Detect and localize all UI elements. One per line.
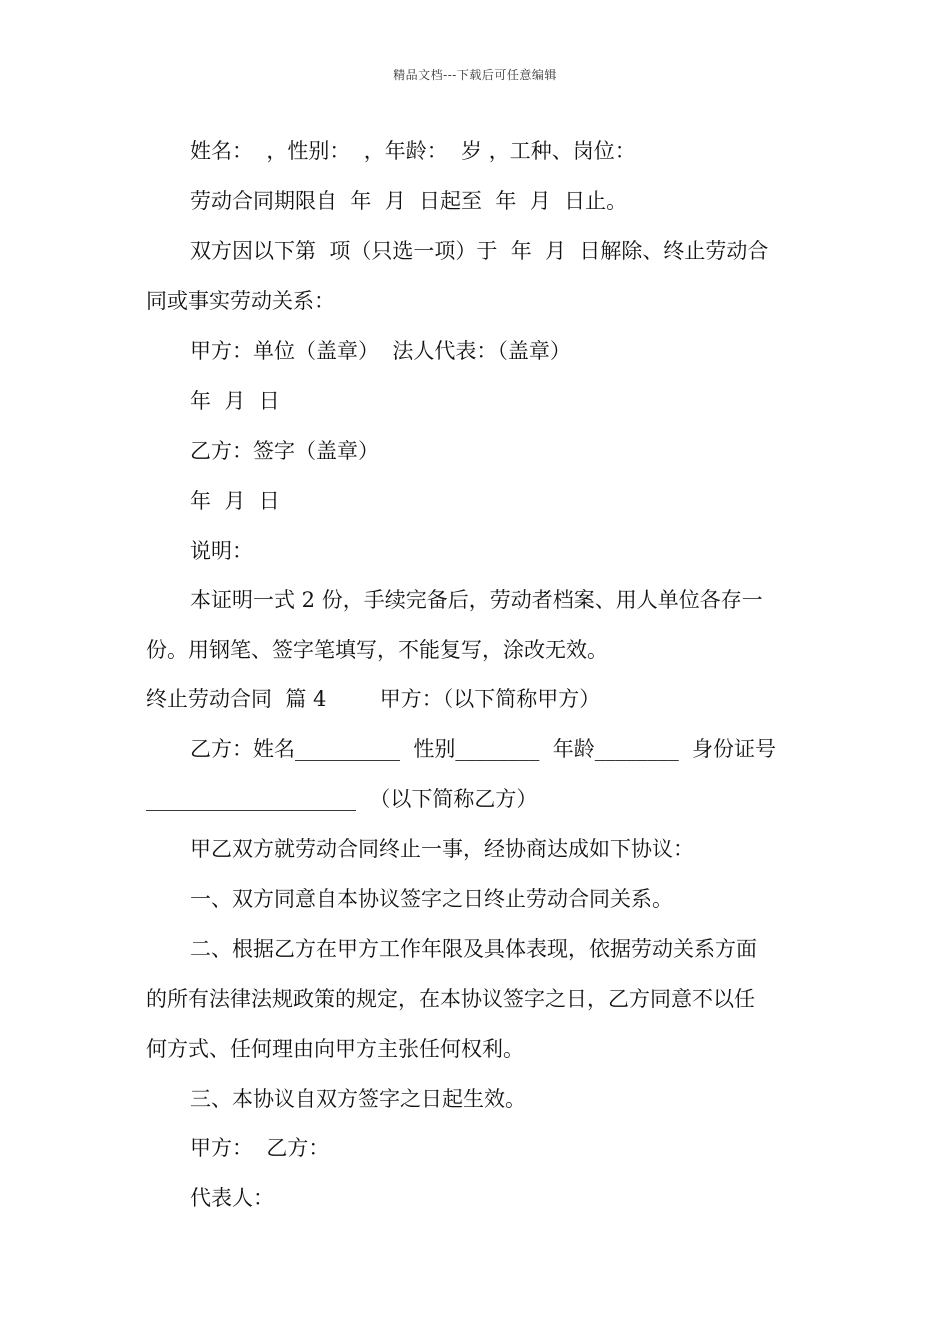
paragraph-line: 乙方：签字（盖章） [190,439,379,463]
paragraph-line: 同或事实劳动关系： [146,289,335,313]
paragraph-line: 甲乙双方就劳动合同终止一事，经协商达成如下协议： [190,837,694,861]
paragraph-line: 姓名： ，性别： ，年龄： 岁 ，工种、岗位： [190,139,636,163]
paragraph-line: 劳动合同期限自 年 月 日起至 年 月 日止。 [190,189,628,213]
paragraph-line: 年 月 日 [190,489,280,513]
section-heading-line: 终止劳动合同 篇 4 甲方：（以下简称甲方） [146,687,601,711]
paragraph-line: 的所有法律法规政策的规定，在本协议签字之日，乙方同意不以任 [146,987,755,1011]
paragraph-line: 代表人： [190,1186,274,1210]
paragraph-line: 乙方：姓名__________ 性别________ 年龄________ 身份证号 [190,737,777,761]
paragraph-line: 双方因以下第 项（只选一项）于 年 月 日解除、终止劳动合 [190,239,769,263]
paragraph-line: 本证明一式 2 份，手续完备后，劳动者档案、用人单位各存一 [190,588,763,612]
paragraph-line: 何方式、任何理由向甲方主张任何权利。 [146,1037,524,1061]
paragraph-line: 说明： [190,539,253,563]
paragraph-line: ____________________ （以下简称乙方） [146,787,538,811]
paragraph-line: 甲方：单位（盖章） 法人代表：（盖章） [190,339,571,363]
paragraph-line: 三、本协议自双方签字之日起生效。 [190,1087,526,1111]
paragraph-line: 甲方： 乙方： [190,1136,330,1160]
paragraph-line: 二、根据乙方在甲方工作年限及具体表现，依据劳动关系方面 [190,937,757,961]
paragraph-line: 一、双方同意自本协议签字之日终止劳动合同关系。 [190,887,673,911]
paragraph-line: 份。用钢笔、签字笔填写，不能复写，涂改无效。 [146,638,608,662]
page-header: 精品文档---下载后可任意编辑 [393,68,557,82]
paragraph-line: 年 月 日 [190,389,280,413]
